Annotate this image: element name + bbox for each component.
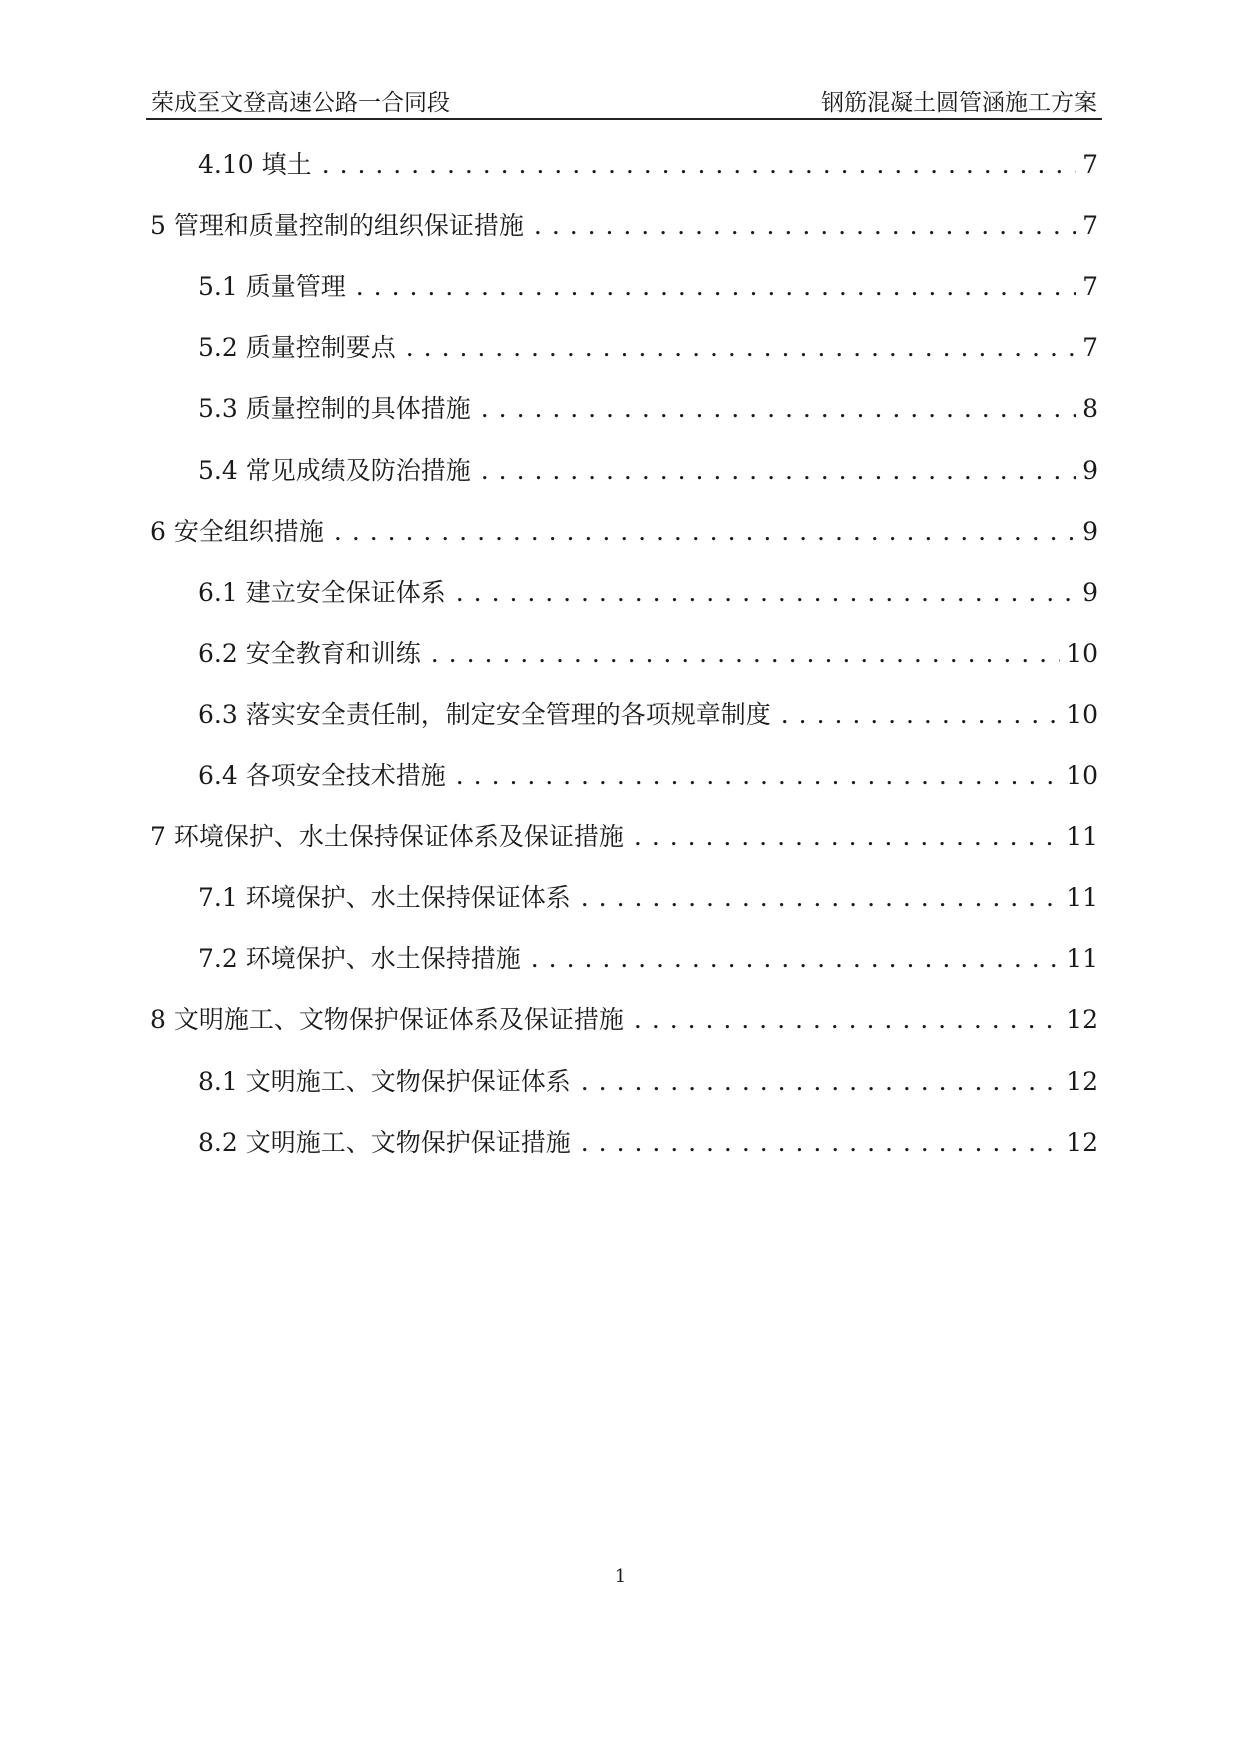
toc-entry-title: 填土 bbox=[261, 150, 312, 179]
toc-entry[interactable] bbox=[198, 1126, 1098, 1160]
toc-entry[interactable] bbox=[150, 209, 1098, 243]
toc-entry[interactable] bbox=[198, 1065, 1098, 1099]
toc-entry-page: 11 bbox=[1066, 944, 1098, 973]
toc-dot-leader bbox=[781, 698, 1060, 732]
toc-entry-number: 6 bbox=[150, 517, 166, 546]
toc-entry[interactable] bbox=[198, 881, 1098, 915]
toc-dot-leader bbox=[481, 392, 1076, 426]
toc-entry-title: 文明施工、文物保护保证体系及保证措施 bbox=[173, 1005, 624, 1034]
toc-entry-number: 5.2 bbox=[198, 333, 238, 362]
toc-entry-number: 4.10 bbox=[198, 150, 254, 179]
toc-entry-title: 安全教育和训练 bbox=[245, 639, 421, 668]
toc-entry-page: 7 bbox=[1082, 272, 1098, 301]
toc-entry[interactable] bbox=[198, 759, 1098, 793]
toc-entry-page: 10 bbox=[1066, 761, 1098, 790]
toc-entry[interactable] bbox=[198, 454, 1098, 488]
toc-dot-leader bbox=[456, 576, 1076, 610]
toc-entry[interactable] bbox=[198, 637, 1098, 671]
toc-entry-title: 常见成绩及防治措施 bbox=[245, 456, 471, 485]
toc-dot-leader bbox=[534, 209, 1076, 243]
toc-entry-number: 8 bbox=[150, 1005, 166, 1034]
toc-dot-leader bbox=[634, 1003, 1060, 1037]
toc-entry-number: 5.4 bbox=[198, 456, 238, 485]
toc-entry-number: 6.4 bbox=[198, 761, 238, 790]
toc-entry-number: 7.2 bbox=[198, 944, 238, 973]
toc-entry-title: 质量管理 bbox=[245, 272, 346, 301]
toc-entry-number: 6.3 bbox=[198, 700, 238, 729]
toc-entry-title: 文明施工、文物保护保证体系 bbox=[245, 1067, 571, 1096]
toc-entry-page: 12 bbox=[1066, 1005, 1098, 1034]
toc-entry-number: 5.1 bbox=[198, 272, 238, 301]
toc-entry[interactable] bbox=[198, 392, 1098, 426]
toc-entry-page: 10 bbox=[1066, 639, 1098, 668]
toc-entry-title: 文明施工、文物保护保证措施 bbox=[245, 1128, 571, 1157]
toc-dot-leader bbox=[531, 942, 1060, 976]
toc-entry-page: 9 bbox=[1082, 517, 1098, 546]
toc-entry[interactable] bbox=[198, 576, 1098, 610]
toc-entry-title: 各项安全技术措施 bbox=[245, 761, 446, 790]
toc-dot-leader bbox=[322, 148, 1076, 182]
toc-entry-page: 7 bbox=[1082, 150, 1098, 179]
toc-entry-page: 7 bbox=[1082, 333, 1098, 362]
toc-entry-page: 9 bbox=[1082, 456, 1098, 485]
header-document-title: 钢筋混凝土圆管涵施工方案 bbox=[821, 90, 1097, 116]
toc-entry-title: 环境保护、水土保持保证体系及保证措施 bbox=[173, 822, 624, 851]
toc-entry-title: 环境保护、水土保持保证体系 bbox=[245, 883, 571, 912]
toc-entry-page: 10 bbox=[1066, 700, 1098, 729]
toc-dot-leader bbox=[581, 1065, 1060, 1099]
toc-entry-page: 9 bbox=[1082, 578, 1098, 607]
toc-entry-number: 5.3 bbox=[198, 394, 238, 423]
toc-entry-page: 12 bbox=[1066, 1067, 1098, 1096]
toc-dot-leader bbox=[581, 1126, 1060, 1160]
toc-entry-page: 12 bbox=[1066, 1128, 1098, 1157]
toc-dot-leader bbox=[581, 881, 1060, 915]
toc-entry[interactable] bbox=[150, 515, 1098, 549]
page-number: 1 bbox=[614, 1566, 627, 1587]
toc-entry-number: 6.1 bbox=[198, 578, 238, 607]
toc-entry-page: 11 bbox=[1066, 883, 1098, 912]
toc-entry-title: 质量控制要点 bbox=[245, 333, 396, 362]
toc-entry-number: 7.1 bbox=[198, 883, 238, 912]
toc-entry-number: 7 bbox=[150, 822, 166, 851]
toc-entry-title: 质量控制的具体措施 bbox=[245, 394, 471, 423]
toc-entry[interactable] bbox=[198, 698, 1098, 732]
toc-entry-title: 落实安全责任制，制定安全管理的各项规章制度 bbox=[245, 700, 771, 729]
toc-entry[interactable] bbox=[198, 270, 1098, 304]
toc-entry[interactable] bbox=[150, 820, 1098, 854]
toc-entry[interactable] bbox=[198, 148, 1098, 182]
toc-dot-leader bbox=[356, 270, 1076, 304]
toc-entry[interactable] bbox=[198, 942, 1098, 976]
toc-dot-leader bbox=[481, 454, 1076, 488]
toc-entry-page: 8 bbox=[1082, 394, 1098, 423]
toc-entry-page: 11 bbox=[1066, 822, 1098, 851]
toc-dot-leader bbox=[406, 331, 1076, 365]
toc-dot-leader bbox=[456, 759, 1060, 793]
toc-entry[interactable] bbox=[198, 331, 1098, 365]
page-header bbox=[149, 86, 1099, 120]
toc-entry[interactable] bbox=[150, 1003, 1098, 1037]
toc-entry-title: 管理和质量控制的组织保证措施 bbox=[173, 211, 524, 240]
toc-entry-title: 安全组织措施 bbox=[173, 517, 324, 546]
toc-entry-title: 环境保护、水土保持措施 bbox=[245, 944, 521, 973]
toc-entry-number: 8.2 bbox=[198, 1128, 238, 1157]
toc-dot-leader bbox=[634, 820, 1060, 854]
toc-entry-number: 8.1 bbox=[198, 1067, 238, 1096]
toc-entry-page: 7 bbox=[1082, 211, 1098, 240]
header-project-name: 荣成至文登高速公路一合同段 bbox=[151, 90, 450, 116]
toc-entry-number: 6.2 bbox=[198, 639, 238, 668]
header-divider bbox=[146, 118, 1102, 120]
toc-entry-number: 5 bbox=[150, 211, 166, 240]
toc-dot-leader bbox=[334, 515, 1076, 549]
toc-entry-title: 建立安全保证体系 bbox=[245, 578, 446, 607]
toc-dot-leader bbox=[431, 637, 1060, 671]
